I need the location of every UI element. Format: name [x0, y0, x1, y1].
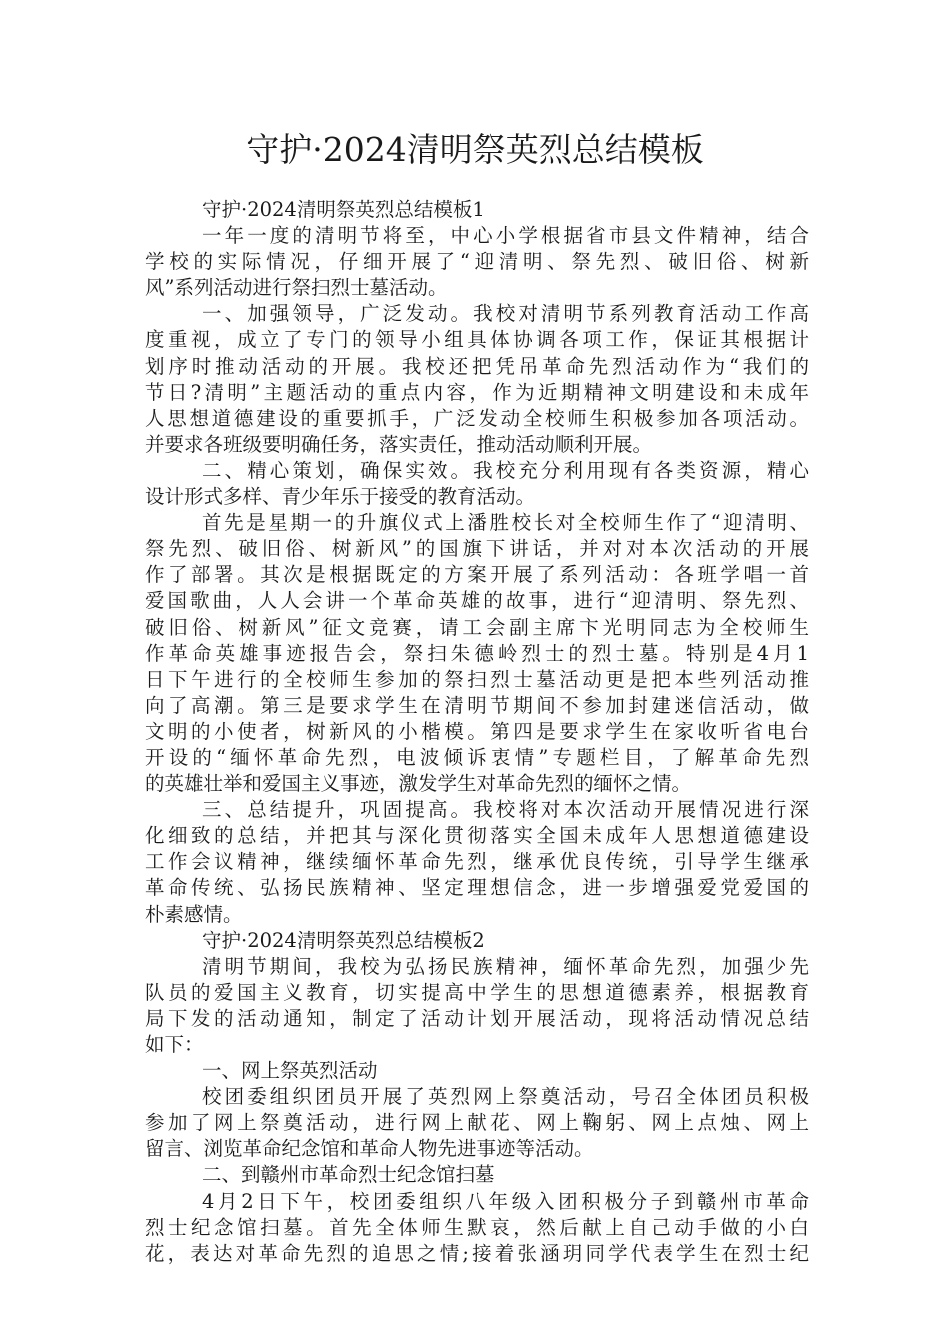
- body-text-line: 作了部署。其次是根据既定的方案开展了系列活动：各班学唱一首: [145, 563, 809, 587]
- body-text-line: 节日?清明”主题活动的重点内容，作为近期精神文明建设和未成年: [145, 380, 809, 404]
- body-text-line: 局下发的活动通知，制定了活动计划开展活动，现将活动情况总结: [145, 1006, 809, 1030]
- body-text-line: 设计形式多样、青少年乐于接受的教育活动。: [145, 485, 536, 509]
- body-text-line: 朴素感情。: [145, 902, 243, 926]
- body-text-line: 三、总结提升，巩固提高。我校将对本次活动开展情况进行深: [202, 798, 809, 822]
- body-text-line: 二、到赣州市革命烈士纪念馆扫墓: [202, 1163, 495, 1187]
- body-text-line: 的英雄壮举和爱国主义事迹，激发学生对革命先烈的缅怀之情。: [145, 772, 692, 796]
- body-text-line: 一、网上祭英烈活动: [202, 1059, 378, 1083]
- body-text-line: 革命传统、弘扬民族精神、坚定理想信念，进一步增强爱党爱国的: [145, 876, 809, 900]
- body-text-line: 学校的实际情况，仔细开展了“迎清明、祭先烈、破旧俗、树新: [145, 250, 809, 274]
- document-title: 守护·2024清明祭英烈总结模板: [246, 130, 704, 169]
- body-text-line: 4月2日下午，校团委组织八年级入团积极分子到赣州市革命: [202, 1189, 809, 1213]
- body-text-line: 文明的小使者，树新风的小楷模。第四是要求学生在家收听省电台: [145, 719, 809, 743]
- body-text-line: 祭先烈、破旧俗、树新风”的国旗下讲话，并对对本次活动的开展: [145, 537, 809, 561]
- body-text-line: 并要求各班级要明确任务，落实责任，推动活动顺利开展。: [145, 432, 653, 456]
- body-text-line: 日下午进行的全校师生参加的祭扫烈士墓活动更是把本些列活动推: [145, 667, 809, 691]
- body-text-line: 划序时推动活动的开展。我校还把凭吊革命先烈活动作为“我们的: [145, 354, 809, 378]
- body-text-line: 度重视，成立了专门的领导小组具体协调各项工作，保证其根据计: [145, 328, 809, 352]
- body-text-line: 清明节期间，我校为弘扬民族精神，缅怀革命先烈，加强少先: [202, 954, 809, 978]
- body-text-line: 参加了网上祭奠活动，进行网上献花、网上鞠躬、网上点烛、网上: [145, 1111, 809, 1135]
- body-text-line: 队员的爱国主义教育，切实提高中学生的思想道德素养，根据教育: [145, 980, 809, 1004]
- body-text-line: 校团委组织团员开展了英烈网上祭奠活动，号召全体团员积极: [202, 1085, 809, 1109]
- body-text-line: 破旧俗、树新风”征文竞赛，请工会副主席卞光明同志为全校师生: [145, 615, 809, 639]
- body-text-line: 爱国歌曲，人人会讲一个革命英雄的故事，进行“迎清明、祭先烈、: [145, 589, 809, 613]
- body-text-line: 向了高潮。第三是要求学生在清明节期间不参加封建迷信活动，做: [145, 693, 809, 717]
- body-text-line: 一年一度的清明节将至，中心小学根据省市县文件精神，结合: [202, 224, 809, 248]
- body-text-line: 人思想道德建设的重要抓手，广泛发动全校师生积极参加各项活动。: [145, 406, 809, 430]
- body-text-line: 如下：: [145, 1033, 204, 1056]
- body-text-line: 首先是星期一的升旗仪式上潘胜校长对全校师生作了“迎清明、: [202, 511, 809, 535]
- body-text-line: 工作会议精神，继续缅怀革命先烈，继承优良传统，引导学生继承: [145, 850, 809, 874]
- body-text-line: 二、精心策划，确保实效。我校充分利用现有各类资源，精心: [202, 458, 809, 482]
- body-text-line: 烈士纪念馆扫墓。首先全体师生默哀，然后献上自己动手做的小白: [145, 1215, 809, 1239]
- body-text-line: 一、加强领导，广泛发动。我校对清明节系列教育活动工作高: [202, 302, 809, 326]
- body-text-line: 风”系列活动进行祭扫烈士墓活动。: [145, 276, 448, 300]
- body-text-line: 作革命英雄事迹报告会，祭扫朱德岭烈士的烈士墓。特别是4月1: [145, 641, 809, 665]
- body-text-line: 守护·2024清明祭英烈总结模板2: [202, 928, 485, 952]
- body-text-line: 花，表达对革命先烈的追思之情;接着张涵玥同学代表学生在烈士纪: [145, 1241, 809, 1265]
- body-text-line: 守护·2024清明祭英烈总结模板1: [202, 198, 485, 221]
- body-text-line: 开设的“缅怀革命先烈，电波倾诉衷情”专题栏目，了解革命先烈: [145, 745, 809, 769]
- body-text-line: 留言、浏览革命纪念馆和革命人物先进事迹等活动。: [145, 1137, 594, 1161]
- body-text-line: 化细致的总结，并把其与深化贯彻落实全国未成年人思想道德建设: [145, 824, 809, 848]
- document-body: [145, 197, 809, 1267]
